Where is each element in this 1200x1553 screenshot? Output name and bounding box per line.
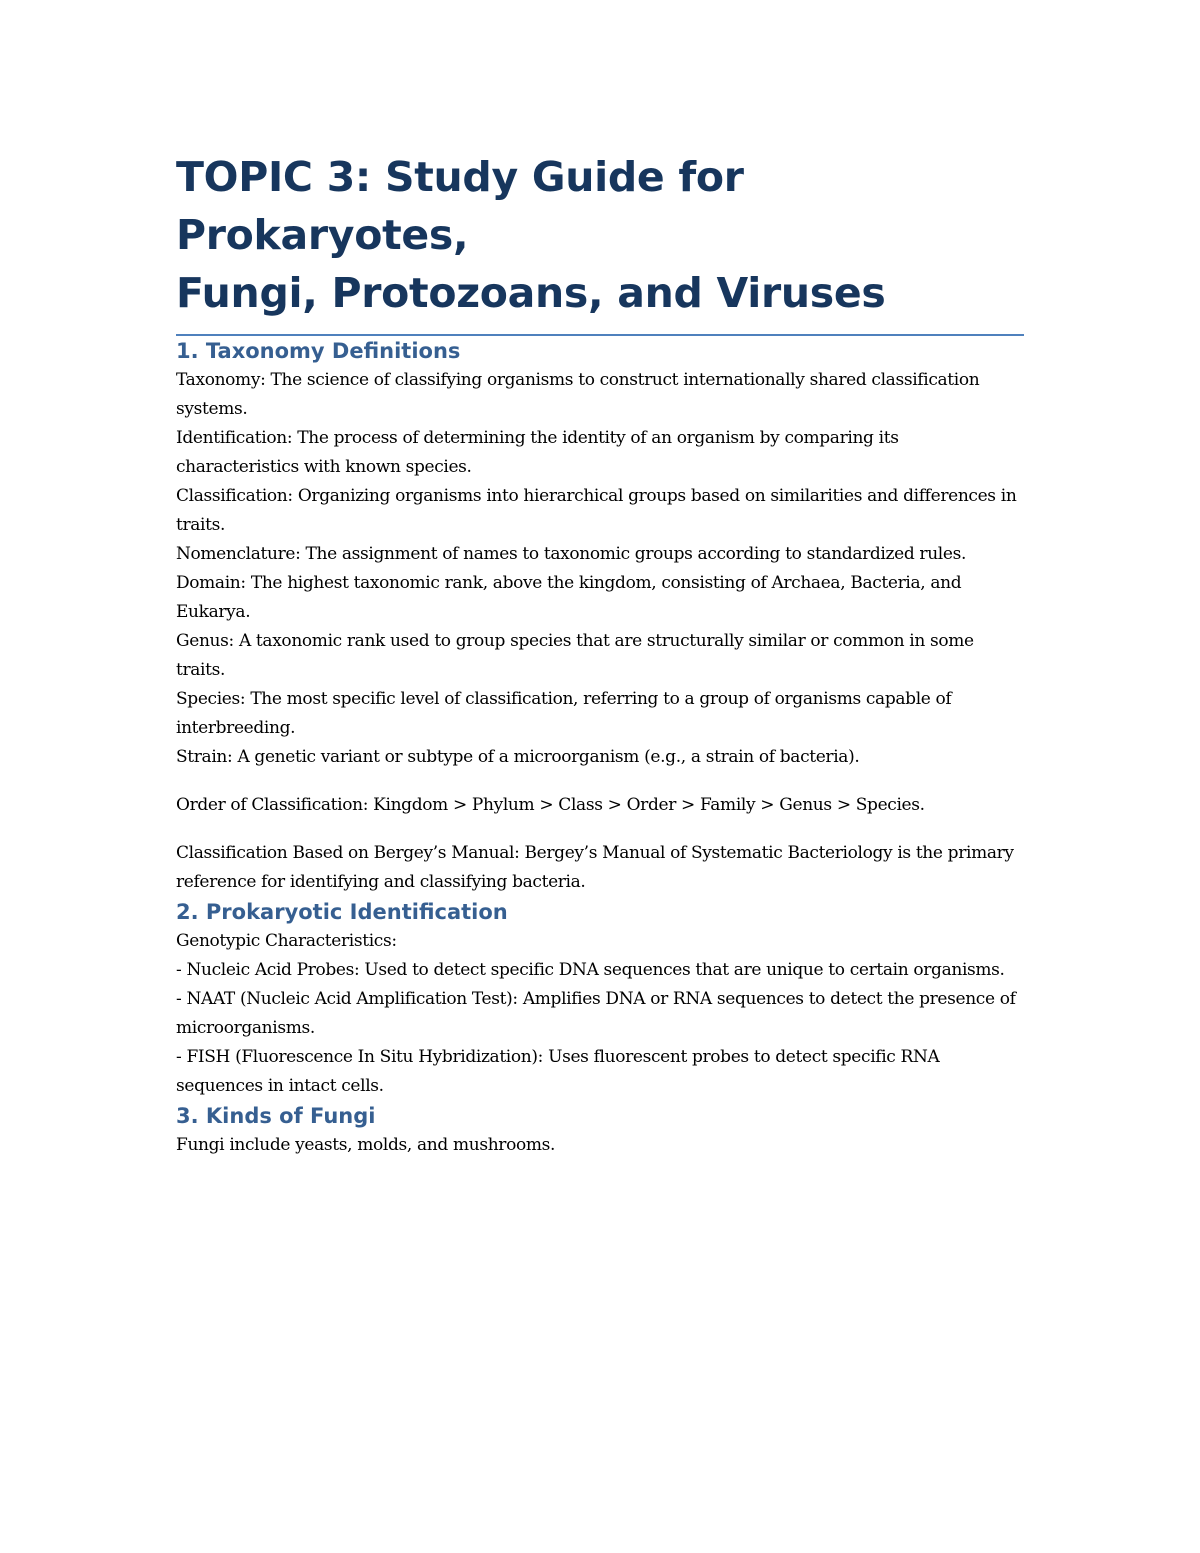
paragraph-gap [176, 820, 1026, 839]
definition-nomenclature: Nomenclature: The assignment of names to taxonomic groups according to standardized rules. [176, 544, 967, 564]
definition-domain: Domain: The highest taxonomic rank, above the kingdom, consisting of Archaea, Bacteria, and Eukarya. [176, 573, 962, 622]
list-item: - NAAT (Nucleic Acid Amplification Test): Amplifies DNA or RNA sequences to detect the presence of microorganisms. [176, 989, 1016, 1038]
definition-classification: Classification: Organizing organisms into hierarchical groups based on similarities and differences in traits. [176, 486, 1017, 535]
bergey-classification: Classification Based on Bergey’s Manual: Bergey’s Manual of Systematic Bacteriology is the primary reference for identifying and classifying bacteria. [176, 843, 1014, 892]
paragraph-gap [176, 772, 1026, 791]
document-body [176, 148, 1026, 1160]
definition-genus: Genus: A taxonomic rank used to group species that are structurally similar or common in some traits. [176, 631, 974, 680]
definition-taxonomy: Taxonomy: The science of classifying organisms to construct internationally shared classification systems. [176, 370, 980, 419]
order-of-classification: Order of Classification: Kingdom > Phylum > Class > Order > Family > Genus > Species. [176, 795, 925, 815]
genotypic-list [176, 927, 1026, 1101]
list-item: - Nucleic Acid Probes: Used to detect specific DNA sequences that are unique to certain organisms. [176, 960, 1005, 980]
genotypic-intro: Genotypic Characteristics: [176, 931, 397, 951]
definition-species: Species: The most specific level of classification, referring to a group of organisms capable of interbreeding. [176, 689, 952, 738]
title-line-2: Fungi, Protozoans, and Viruses [176, 269, 886, 317]
definitions-list [176, 366, 1026, 772]
section-heading-prokaryotic-identification: 2. Prokaryotic Identification [176, 900, 508, 924]
title-line-1: TOPIC 3: Study Guide for Prokaryotes, [176, 153, 744, 259]
definition-identification: Identification: The process of determining the identity of an organism by comparing its characteristics with known species. [176, 428, 899, 477]
definition-strain: Strain: A genetic variant or subtype of a microorganism (e.g., a strain of bacteria). [176, 747, 860, 767]
list-item: - FISH (Fluorescence In Situ Hybridization): Uses fluorescent probes to detect specific RNA sequences in intact cells. [176, 1047, 940, 1096]
fungi-text: Fungi include yeasts, molds, and mushrooms. [176, 1135, 556, 1155]
section-heading-taxonomy: 1. Taxonomy Definitions [176, 339, 461, 363]
document-title [176, 148, 1026, 334]
section-heading-fungi: 3. Kinds of Fungi [176, 1104, 376, 1128]
